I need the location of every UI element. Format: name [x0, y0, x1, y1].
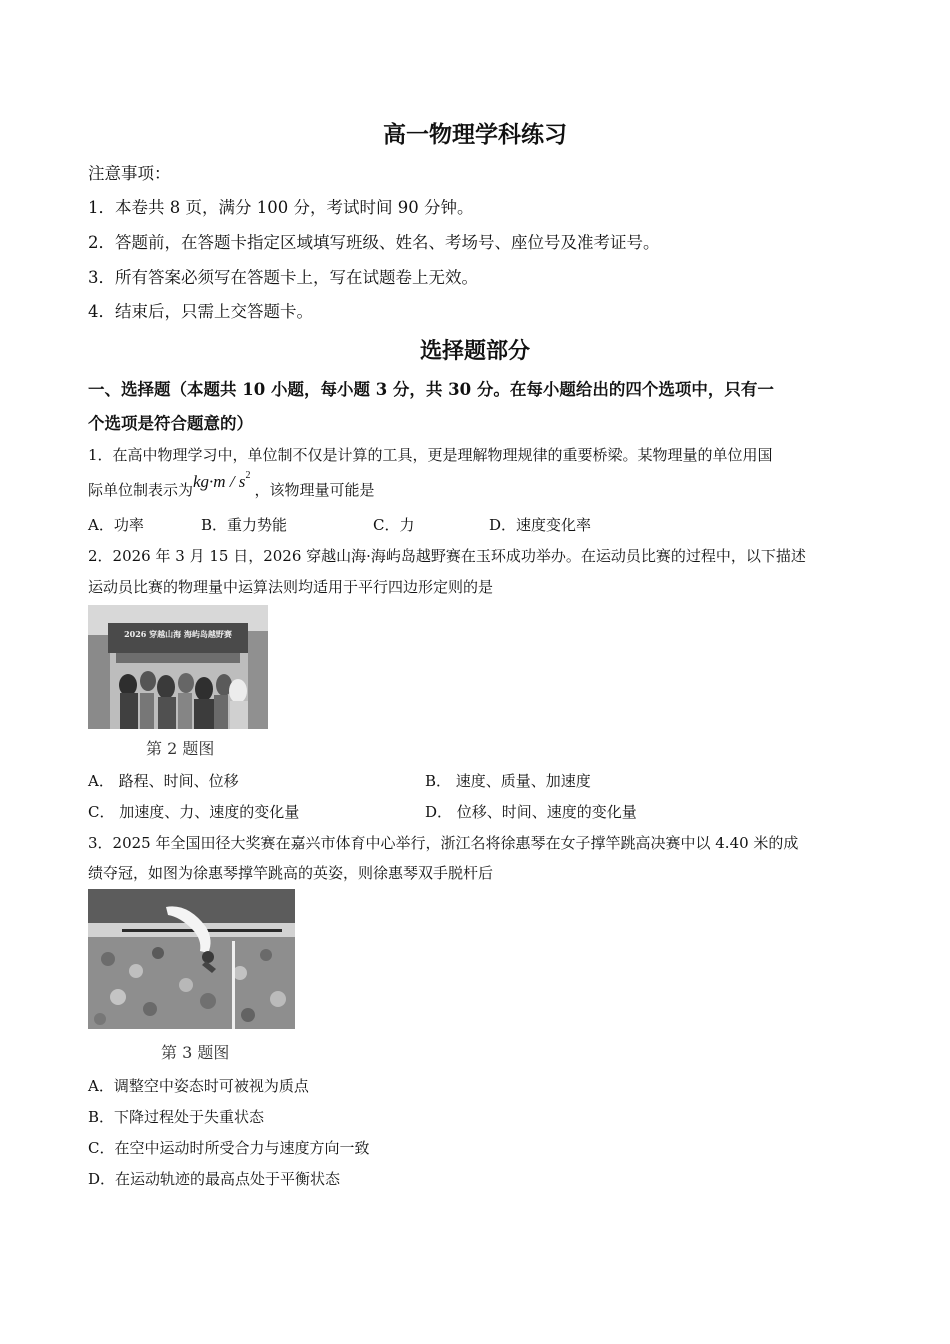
page-title: 高一物理学科练习 [383, 121, 567, 148]
q2-race-photo [88, 605, 268, 729]
notice-item: 1．本卷共 8 页，满分 100 分，考试时间 90 分钟。 [88, 198, 474, 217]
q1-stem-post: ，该物理量可能是 [254, 481, 375, 499]
q2-figure-caption: 第 2 题图 [146, 739, 215, 758]
q1-option-b[interactable]: B．重力势能 [201, 516, 288, 534]
q3-option-b[interactable]: B．下降过程处于失重状态 [88, 1108, 265, 1126]
part-one-heading-cont: 个选项是符合题意的） [88, 414, 253, 433]
q1-option-a[interactable]: A．功率 [88, 516, 144, 534]
q1-stem-pre: 际单位制表示为 [88, 481, 194, 499]
q1-stem: 1．在高中物理学习中，单位制不仅是计算的工具，更是理解物理规律的重要桥梁。某物理量的单位用国 [88, 446, 773, 464]
q2-stem-cont: 运动员比赛的物理量中运算法则均适用于平行四边形定则的是 [88, 578, 494, 596]
q1-unit-exponent: 2 [245, 470, 251, 481]
section-title: 选择题部分 [419, 338, 530, 364]
q1-unit [193, 472, 250, 491]
q2-stem: 2．2026 年 3 月 15 日，2026 穿越山海·海屿岛越野赛在玉环成功举办。在运动员比赛的过程中，以下描述 [88, 547, 806, 565]
q2-option-c[interactable]: C． 加速度、力、速度的变化量 [88, 803, 300, 821]
q3-option-d[interactable]: D．在运动轨迹的最高点处于平衡状态 [88, 1170, 341, 1188]
q3-figure-caption: 第 3 题图 [161, 1043, 230, 1062]
notice-item: 4．结束后，只需上交答题卡。 [88, 302, 313, 321]
q1-stem-cont [88, 470, 375, 500]
q1-option-d[interactable]: D．速度变化率 [489, 516, 592, 534]
part-one-heading: 一、选择题（本题共 10 小题，每小题 3 分，共 30 分。在每小题给出的四个选项中，只有一 [88, 380, 774, 399]
q1-unit-base: kg·m / s [193, 472, 246, 491]
q3-option-a[interactable]: A．调整空中姿态时可被视为质点 [88, 1077, 309, 1095]
q3-option-c[interactable]: C．在空中运动时所受合力与速度方向一致 [88, 1139, 370, 1157]
q2-option-d[interactable]: D． 位移、时间、速度的变化量 [425, 803, 637, 821]
q1-option-c[interactable]: C．力 [373, 516, 415, 534]
q2-photo-banner: 2026 穿越山海 海屿岛越野赛 [124, 629, 232, 639]
q2-option-b[interactable]: B． 速度、质量、加速度 [425, 772, 591, 790]
q3-pole-vault-photo [88, 889, 295, 1029]
notice-item: 3．所有答案必须写在答题卡上，写在试题卷上无效。 [88, 268, 478, 287]
q3-stem-cont: 绩夺冠，如图为徐惠琴撑竿跳高的英姿，则徐惠琴双手脱杆后 [88, 864, 494, 882]
notice-heading: 注意事项： [88, 164, 171, 183]
q2-option-a[interactable]: A． 路程、时间、位移 [88, 772, 239, 790]
q3-stem: 3．2025 年全国田径大奖赛在嘉兴市体育中心举行，浙江名将徐惠琴在女子撑竿跳高决赛中以 4.40 米的成 [88, 834, 799, 852]
notice-item: 2．答题前，在答题卡指定区域填写班级、姓名、考场号、座位号及准考证号。 [88, 233, 660, 252]
